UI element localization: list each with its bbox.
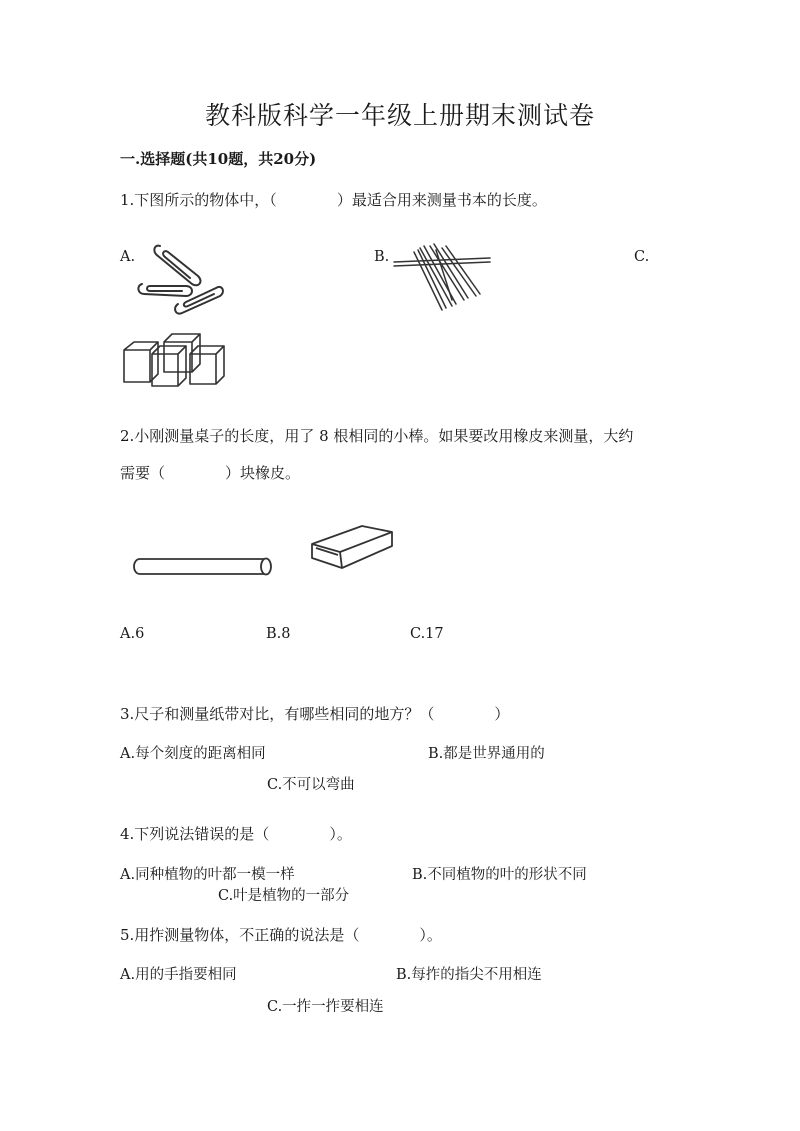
- question-2-option-a[interactable]: A.6: [120, 626, 145, 642]
- sticks-icon: [390, 240, 496, 314]
- question-4-option-c[interactable]: C.叶是植物的一部分: [218, 888, 350, 904]
- question-5-option-a[interactable]: A.用的手指要相同: [120, 967, 237, 983]
- question-4-option-b[interactable]: B.不同植物的叶的形状不同: [412, 867, 587, 883]
- question-2-option-b[interactable]: B.8: [266, 626, 291, 642]
- question-3-option-b[interactable]: B.都是世界通用的: [428, 746, 545, 762]
- question-5-option-b[interactable]: B.每拃的指尖不用相连: [396, 967, 542, 983]
- question-2-stem-line2: 需要（ ）块橡皮。: [120, 464, 301, 482]
- question-2-option-c[interactable]: C.17: [410, 626, 444, 642]
- question-4-option-a[interactable]: A.同种植物的叶都一模一样: [120, 867, 295, 883]
- question-5-stem: 5.用拃测量物体，不正确的说法是（ ）。: [120, 926, 442, 944]
- question-2-stem-line1: 2.小刚测量桌子的长度，用了 8 根相同的小棒。如果要改用橡皮来测量，大约: [120, 427, 634, 445]
- eraser-icon: [306, 520, 398, 576]
- stick-icon: [130, 555, 276, 579]
- question-3-option-a[interactable]: A.每个刻度的距离相同: [120, 746, 266, 762]
- question-3-option-c[interactable]: C.不可以弯曲: [267, 777, 355, 793]
- question-3-stem: 3.尺子和测量纸带对比，有哪些相同的地方？（ ）: [120, 705, 510, 723]
- cubes-icon: [118, 332, 230, 388]
- question-1-option-b[interactable]: B.: [374, 249, 390, 265]
- section-heading: 一.选择题(共10题，共20分): [120, 150, 317, 168]
- page-title: 教科版科学一年级上册期末测试卷: [204, 101, 595, 130]
- paperclips-icon: [134, 240, 230, 316]
- question-5-option-c[interactable]: C.一拃一拃要相连: [267, 999, 384, 1015]
- question-4-stem: 4.下列说法错误的是（ ）。: [120, 825, 352, 843]
- question-1-option-c[interactable]: C.: [634, 249, 650, 265]
- question-1-option-a[interactable]: A.: [120, 249, 136, 265]
- question-1-stem: 1.下图所示的物体中，（ ）最适合用来测量书本的长度。: [120, 191, 547, 209]
